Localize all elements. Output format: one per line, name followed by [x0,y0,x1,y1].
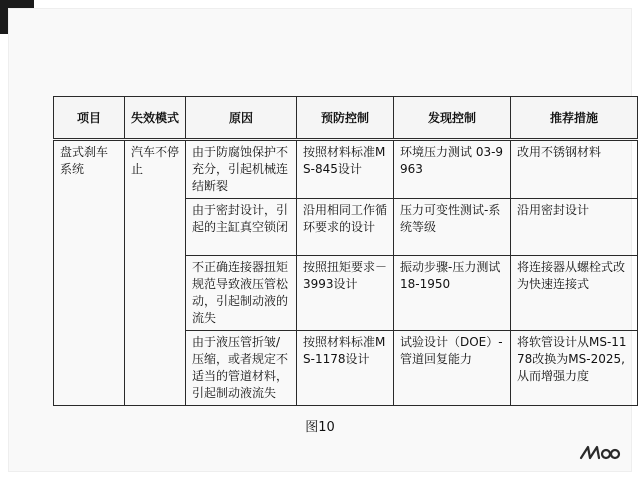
recommendation-cell: 沿用密封设计 [511,199,638,256]
figure-caption: 图10 [305,420,335,435]
header-prevention: 预防控制 [297,97,394,140]
prevention-cell: 按照材料标准MS-1178设计 [297,331,394,406]
recommendation-cell: 将软管设计从MS-1178改换为MS-2025,从而增强力度 [511,331,638,406]
detection-cell: 压力可变性测试-系统等级 [394,199,511,256]
brand-logo-icon [579,444,621,462]
table-row [54,140,638,199]
prevention-cell: 按照扭矩要求－3993设计 [297,256,394,331]
cause-cell: 由于密封设计，引起的主缸真空锁闭 [186,199,297,256]
recommendation-cell: 将连接器从螺栓式改为快速连接式 [511,256,638,331]
header-item: 项目 [54,97,125,140]
failure-mode-cell: 汽车不停止 [125,140,186,406]
cause-cell: 由于液压管折皱/压缩，或者规定不适当的管道材料，引起制动液流失 [186,331,297,406]
document-page [8,8,632,472]
detection-cell: 试验设计（DOE）- 管道回复能力 [394,331,511,406]
detection-cell: 振动步骤-压力测试18-1950 [394,256,511,331]
header-recommendation: 推荐措施 [511,97,638,140]
item-cell: 盘式刹车系统 [54,140,125,406]
fmea-table [53,96,638,406]
header-detection: 发现控制 [394,97,511,140]
cause-cell: 不正确连接器扭矩规范导致液压管松动，引起制动液的流失 [186,256,297,331]
header-cause: 原因 [186,97,297,140]
cause-cell: 由于防腐蚀保护不充分，引起机械连结断裂 [186,140,297,199]
prevention-cell: 沿用相同工作循环要求的设计 [297,199,394,256]
table-header-row [54,97,638,140]
detection-cell: 环境压力测试 03-9963 [394,140,511,199]
prevention-cell: 按照材料标准MS-845设计 [297,140,394,199]
header-failure-mode: 失效模式 [125,97,186,140]
recommendation-cell: 改用不锈钢材料 [511,140,638,199]
